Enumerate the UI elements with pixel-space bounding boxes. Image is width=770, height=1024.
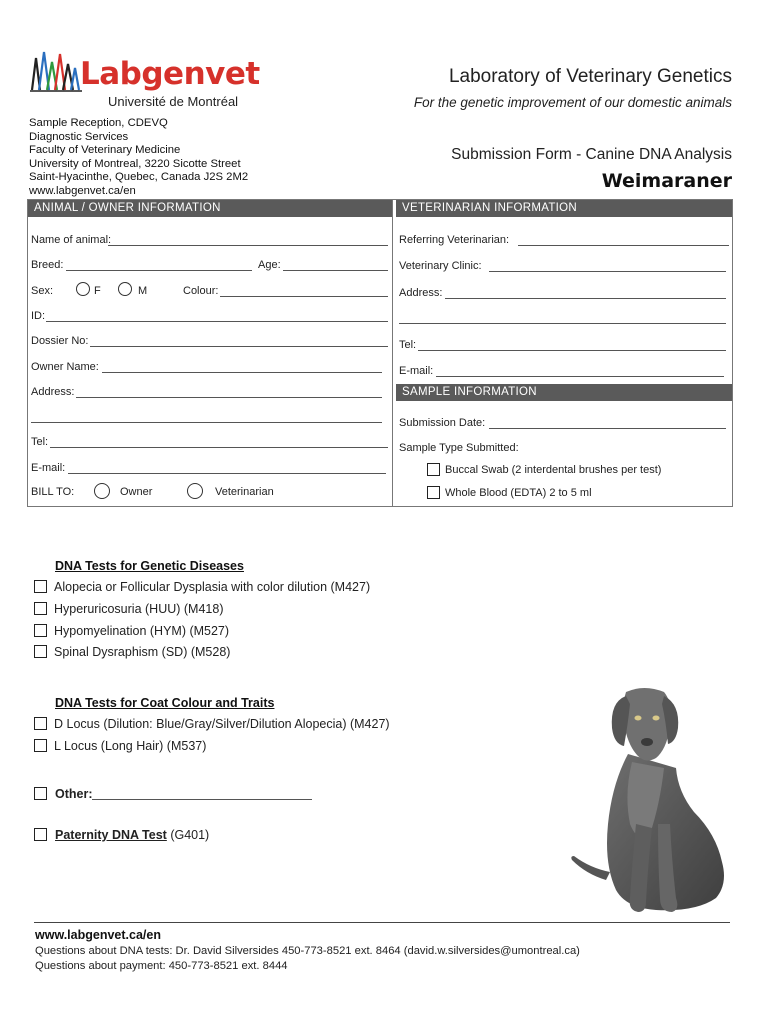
logo-wordmark: Labgenvet [80,56,260,92]
buccal-swab-checkbox[interactable] [427,463,440,476]
breed-field[interactable] [66,270,252,271]
owner-email-field[interactable] [68,473,386,474]
weimaraner-dog-image [566,684,732,920]
l-locus-test: L Locus (Long Hair) (M537) [54,739,207,753]
animal-owner-header: ANIMAL / OWNER INFORMATION [28,200,392,217]
bill-owner-radio[interactable] [94,483,110,499]
footer-dna-contact: Questions about DNA tests: Dr. David Silversides 450-773-8521 ext. 8464 (david.w.silversides@umontreal.ca) [35,945,580,957]
vet-tel-field[interactable] [418,350,726,351]
address-line: University of Montreal, 3220 Sicotte Street [29,157,241,170]
footer-website[interactable]: www.labgenvet.ca/en [35,928,161,942]
other-field[interactable] [92,799,312,800]
address-line: Saint-Hyacinthe, Quebec, Canada J2S 2M2 [29,171,249,184]
dossier-field[interactable] [90,346,388,347]
dna-peaks-icon [30,48,82,94]
other-checkbox[interactable] [34,787,47,800]
owner-tel-field[interactable] [50,447,388,448]
paternity-checkbox[interactable] [34,828,47,841]
paternity-label: Paternity DNA Test [55,828,167,842]
d-locus-test: D Locus (Dilution: Blue/Gray/Silver/Dilution Alopecia) (M427) [54,717,390,731]
lab-title: Laboratory of Veterinary Genetics [448,66,732,87]
footer-divider [34,922,730,923]
breed-title: Weimaraner [601,170,732,192]
bill-vet-radio[interactable] [187,483,203,499]
alopecia-checkbox[interactable] [34,580,47,593]
age-field[interactable] [283,270,388,271]
hypomyelination-checkbox[interactable] [34,624,47,637]
sex-m-label: M [138,285,148,297]
paternity-test [55,828,209,842]
coat-traits-title: DNA Tests for Coat Colour and Traits [55,696,275,710]
age-label: Age: [258,259,281,271]
sex-m-radio[interactable] [118,282,132,296]
form-title: Submission Form - Canine DNA Analysis [451,146,732,163]
l-locus-checkbox[interactable] [34,739,47,752]
buccal-swab-label: Buccal Swab (2 interdental brushes per test) [445,464,662,476]
vet-tel-label: Tel: [399,339,417,351]
id-field[interactable] [46,321,388,322]
hypomyelination-test: Hypomyelination (HYM) (M527) [54,624,230,638]
submission-date-field[interactable] [489,428,726,429]
address-line: Sample Reception, CDEVQ [29,117,168,129]
bill-to-label: BILL TO: [31,486,75,498]
referring-vet-field[interactable] [518,245,729,246]
bill-owner-label: Owner [120,486,153,498]
hyperuricosuria-test: Hyperuricosuria (HUU) (M418) [54,602,224,616]
colour-field[interactable] [220,296,388,297]
d-locus-checkbox[interactable] [34,717,47,730]
name-of-animal-field[interactable] [108,245,388,246]
other-label: Other: [55,787,93,801]
owner-address-label: Address: [31,386,75,398]
name-of-animal-label: Name of animal: [31,234,112,246]
spinal-dysraphism-checkbox[interactable] [34,645,47,658]
referring-vet-label: Referring Veterinarian: [399,234,510,246]
colour-label: Colour: [183,285,219,297]
sex-label: Sex: [31,285,54,297]
paternity-code: (G401) [166,828,210,842]
owner-email-label: E-mail: [31,462,66,474]
submission-date-label: Submission Date: [399,417,486,429]
vet-address-field[interactable] [445,298,726,299]
address-line: Faculty of Veterinary Medicine [29,144,181,157]
logo-university: Université de Montréal [108,94,239,109]
lab-subtitle: For the genetic improvement of our domestic animals [413,95,732,110]
vet-address-field-2[interactable] [399,323,726,324]
vet-email-label: E-mail: [399,365,434,377]
reception-address [29,117,248,199]
whole-blood-checkbox[interactable] [427,486,440,499]
sex-f-radio[interactable] [76,282,90,296]
dossier-label: Dossier No: [31,335,89,347]
vet-address-label: Address: [399,287,443,299]
address-website: www.labgenvet.ca/en [29,184,136,197]
vet-email-field[interactable] [436,376,724,377]
owner-address-field[interactable] [76,397,382,398]
owner-tel-label: Tel: [31,436,49,448]
alopecia-test: Alopecia or Follicular Dysplasia with color dilution (M427) [54,580,371,594]
veterinarian-header: VETERINARIAN INFORMATION [396,200,732,217]
sample-info-header: SAMPLE INFORMATION [396,384,732,401]
footer-payment-contact: Questions about payment: 450-773-8521 ext. 8444 [35,960,288,972]
spinal-dysraphism-test: Spinal Dysraphism (SD) (M528) [54,645,231,659]
owner-address-field-2[interactable] [31,422,382,423]
labgenvet-logo [30,48,260,112]
vet-clinic-label: Veterinary Clinic: [399,260,482,272]
address-line: Diagnostic Services [29,130,129,143]
whole-blood-label: Whole Blood (EDTA) 2 to 5 ml [445,487,592,499]
sample-type-label: Sample Type Submitted: [399,442,519,454]
hyperuricosuria-checkbox[interactable] [34,602,47,615]
genetic-diseases-title: DNA Tests for Genetic Diseases [55,559,244,573]
vet-clinic-field[interactable] [489,271,726,272]
owner-name-label: Owner Name: [31,361,99,373]
bill-vet-label: Veterinarian [215,486,274,498]
sex-f-label: F [94,285,101,297]
id-label: ID: [31,310,46,322]
owner-name-field[interactable] [102,372,382,373]
breed-label: Breed: [31,259,64,271]
column-divider [392,199,393,507]
